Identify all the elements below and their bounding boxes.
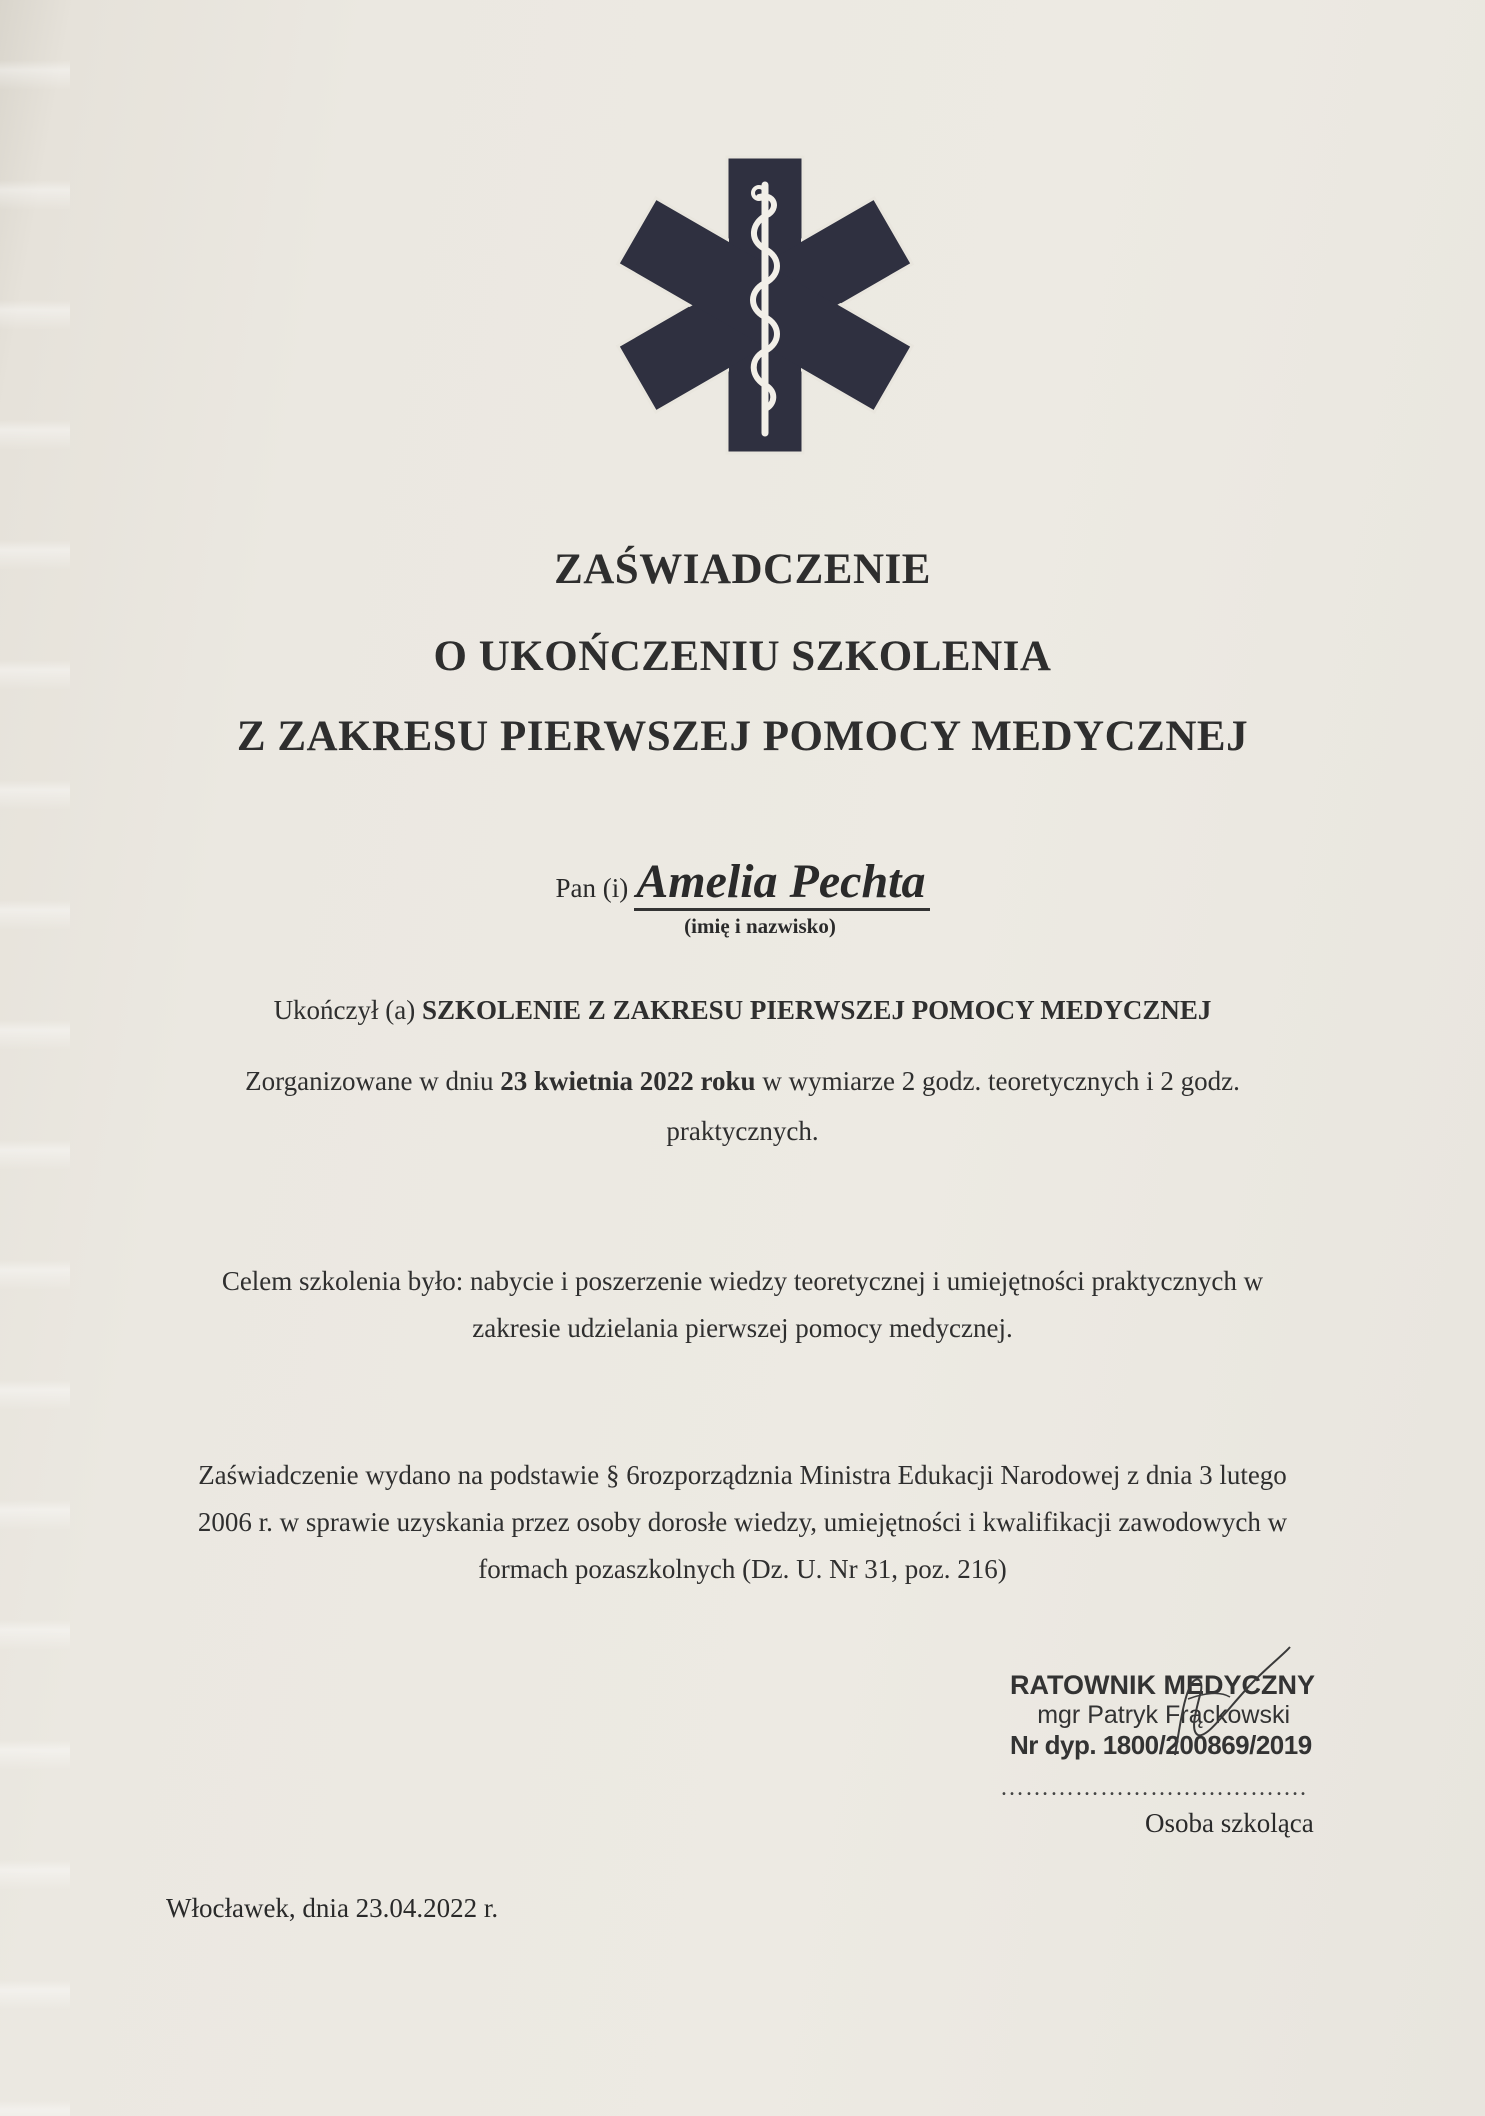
recipient-name-hint: (imię i nazwisko) xyxy=(684,914,836,938)
signature-dots: ………………………………. xyxy=(1000,1775,1307,1801)
legal-line-1: Zaświadczenie wydano na podstawie § 6rozporządznia Ministra Edukacji Narodowej z dnia 3 lutego xyxy=(198,1460,1287,1490)
organized-date: 23 kwietnia 2022 roku xyxy=(500,1066,756,1096)
place-and-date: Włocławek, dnia 23.04.2022 r. xyxy=(166,1893,499,1923)
title-line-3: Z ZAKRESU PIERWSZEJ POMOCY MEDYCZNEJ xyxy=(236,713,1249,760)
legal-line-2: 2006 r. w sprawie uzyskania przez osoby dorosłe wiedzy, umiejętności i kwalifikacji zawodowych w xyxy=(197,1507,1288,1537)
title-line-1: ZAŚWIADCZENIE xyxy=(554,546,931,593)
completed-course: SZKOLENIE Z ZAKRESU PIERWSZEJ POMOCY MEDYCZNEJ xyxy=(422,995,1212,1025)
signature-label: Osoba szkoląca xyxy=(1145,1808,1314,1838)
goal-line-1: Celem szkolenia było: nabycie i poszerzenie wiedzy teoretycznej i umiejętności praktycznych w xyxy=(221,1266,1264,1296)
handwritten-signature xyxy=(1080,1635,1300,1785)
completed-line xyxy=(0,995,1485,1026)
stamp-title: RATOWNIK MEDYCZNY xyxy=(1010,1670,1315,1700)
legal-line-3: formach pozaszkolnych (Dz. U. Nr 31, poz. 216) xyxy=(478,1554,1007,1584)
organized-line-2: praktycznych. xyxy=(666,1116,819,1146)
recipient-name: Amelia Pechta xyxy=(634,858,929,911)
completed-prefix: Ukończył (a) xyxy=(273,995,416,1025)
title-line-2: O UKOŃCZENIU SZKOLENIA xyxy=(433,633,1052,680)
organized-suffix: w wymiarze 2 godz. teoretycznych i 2 godz. xyxy=(762,1066,1240,1096)
stamp-name: mgr Patryk Frąckowski xyxy=(1037,1701,1290,1729)
stamp-diploma: Nr dyp. 1800/200869/2019 xyxy=(1010,1730,1312,1760)
organized-prefix: Zorganizowane w dniu xyxy=(245,1066,494,1096)
recipient-prefix: Pan (i) xyxy=(555,873,629,903)
recipient-row xyxy=(0,855,1485,911)
star-of-life-icon xyxy=(610,150,920,460)
paper-edge-shadow xyxy=(0,0,70,2116)
organized-line-1 xyxy=(0,1066,1485,1097)
goal-line-2: zakresie udzielania pierwszej pomocy medycznej. xyxy=(472,1313,1013,1343)
